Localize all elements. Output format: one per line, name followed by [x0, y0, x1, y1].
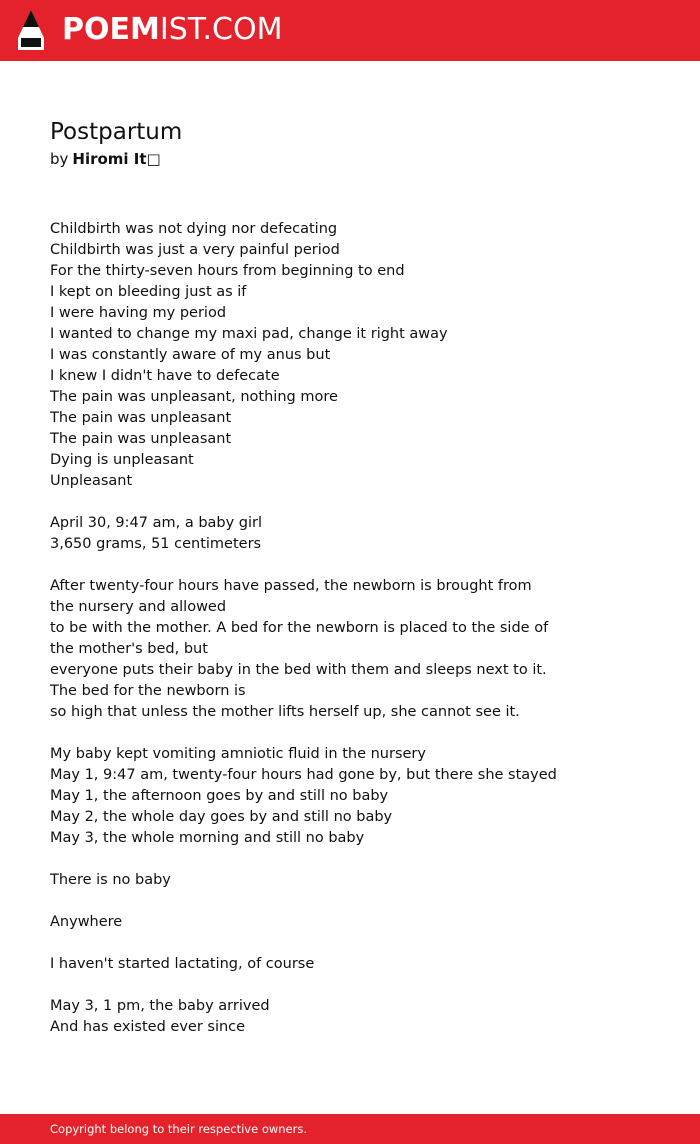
by-label: by — [50, 150, 69, 168]
poem-line: I were having my period — [50, 305, 227, 321]
poem-line: I haven't started lactating, of course — [50, 956, 315, 972]
site-footer — [0, 1114, 700, 1144]
stanza-break — [50, 555, 570, 576]
stanza-break — [50, 849, 570, 870]
poem-line: I was constantly aware of my anus but — [50, 347, 331, 363]
poem-line: The pain was unpleasant — [50, 431, 232, 447]
poem-line: My baby kept vomiting amniotic fluid in the nursery — [50, 746, 426, 762]
site-header — [0, 0, 700, 61]
poem-line: May 1, 9:47 am, twenty-four hours had gone by, but there she stayed — [50, 767, 557, 783]
poem-line: May 2, the whole day goes by and still no baby — [50, 809, 393, 825]
copyright-text: Copyright belong to their respective owners. — [50, 1122, 308, 1136]
stanza-break — [50, 891, 570, 912]
byline — [50, 149, 161, 169]
poem-line: Dying is unpleasant — [50, 452, 194, 468]
poem-line: After twenty-four hours have passed, the newborn is brought from the nursery and allowed — [50, 578, 532, 615]
poem-line: Anywhere — [50, 914, 123, 930]
brand-bold: POEM — [62, 12, 160, 47]
poem-line: so high that unless the mother lifts herself up, she cannot see it. — [50, 704, 520, 720]
poem-line: May 3, 1 pm, the baby arrived — [50, 998, 270, 1014]
poem-body — [50, 219, 570, 1038]
poem-line: Childbirth was not dying nor defecating — [50, 221, 338, 237]
poem-line: to be with the mother. A bed for the newborn is placed to the side of the mother's bed, but — [50, 620, 549, 657]
poem-line: May 1, the afternoon goes by and still no baby — [50, 788, 389, 804]
poem-line: everyone puts their baby in the bed with them and sleeps next to it. The bed for the newborn is — [50, 662, 547, 699]
poem-line: May 3, the whole morning and still no baby — [50, 830, 365, 846]
stanza-break — [50, 723, 570, 744]
author-name[interactable]: Hiromi It□ — [72, 150, 161, 168]
site-logo-text[interactable] — [62, 11, 282, 49]
stanza-break — [50, 933, 570, 954]
poem-line: For the thirty-seven hours from beginning to end — [50, 263, 405, 279]
brand-light: IST.COM — [159, 12, 283, 47]
poem-line: Unpleasant — [50, 473, 133, 489]
poem-line: I knew I didn't have to defecate — [50, 368, 280, 384]
poem-title: Postpartum — [50, 119, 183, 145]
pencil-tip-icon[interactable] — [17, 9, 45, 51]
poem-line: 3,650 grams, 51 centimeters — [50, 536, 262, 552]
stanza-break — [50, 975, 570, 996]
stanza-break — [50, 492, 570, 513]
poem-line: I wanted to change my maxi pad, change it right away — [50, 326, 448, 342]
poem-line: April 30, 9:47 am, a baby girl — [50, 515, 263, 531]
poem-line: The pain was unpleasant, nothing more — [50, 389, 338, 405]
poem-line: There is no baby — [50, 872, 171, 888]
poem-line: The pain was unpleasant — [50, 410, 232, 426]
poem-line: And has existed ever since — [50, 1019, 246, 1035]
poem-line: Childbirth was just a very painful period — [50, 242, 340, 258]
poem-line: I kept on bleeding just as if — [50, 284, 247, 300]
